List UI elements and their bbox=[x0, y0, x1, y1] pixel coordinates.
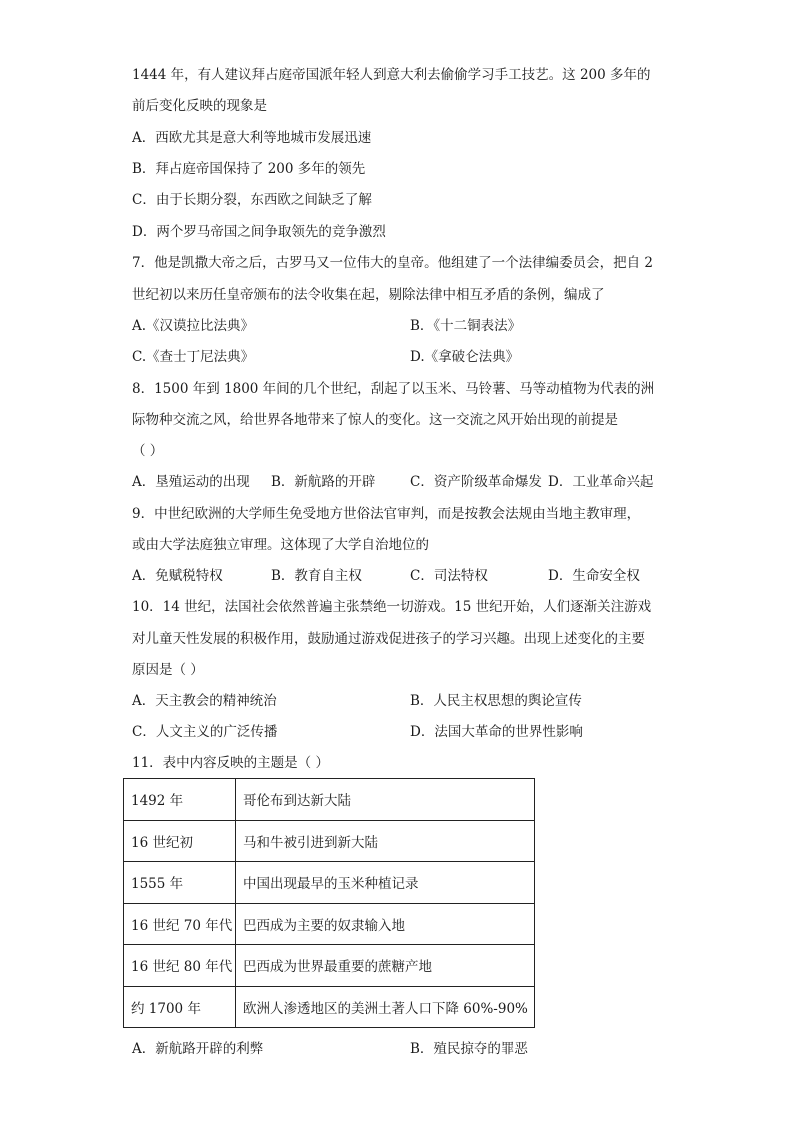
table-row bbox=[124, 903, 535, 945]
q6-option-d: D．两个罗马帝国之间争取领先的竞争激烈 bbox=[132, 224, 386, 240]
q6-option-c: C．由于长期分裂，东西欧之间缺乏了解 bbox=[132, 192, 372, 208]
q11-option-b: B．殖民掠夺的罪恶 bbox=[410, 1041, 528, 1057]
q8-option-b: B．新航路的开辟 bbox=[271, 474, 376, 490]
q10-stem-line3: 原因是（ ） bbox=[132, 662, 204, 678]
q6-option-a: A．西欧尤其是意大利等地城市发展迅速 bbox=[132, 130, 372, 146]
q8-stem-line2: 际物种交流之风，给世界各地带来了惊人的变化。这一交流之风开始出现的前提是 bbox=[132, 412, 618, 428]
q11-options-row bbox=[132, 1040, 662, 1058]
q8-option-d: D．工业革命兴起 bbox=[548, 474, 654, 490]
table-cell-event: 中国出现最早的玉米种植记录 bbox=[236, 862, 535, 904]
table-cell-event: 哥伦布到达新大陆 bbox=[236, 779, 535, 821]
q9-option-b: B．教育自主权 bbox=[271, 568, 362, 584]
q10-option-c: C．人文主义的广泛传播 bbox=[132, 724, 278, 740]
table-cell-time: 约 1700 年 bbox=[124, 986, 236, 1028]
table-cell-event: 巴西成为主要的奴隶输入地 bbox=[236, 903, 535, 945]
table-cell-event: 马和牛被引进到新大陆 bbox=[236, 820, 535, 862]
q11-option-a: A．新航路开辟的利弊 bbox=[132, 1041, 264, 1057]
q7-options-row2 bbox=[132, 348, 652, 366]
q7-option-b: B．《十二铜表法》 bbox=[410, 318, 522, 334]
q6-stem-line1: 1444 年，有人建议拜占庭帝国派年轻人到意大利去偷偷学习手工技艺。这 200 多年的 bbox=[132, 67, 651, 83]
table-cell-time: 16 世纪 80 年代 bbox=[124, 945, 236, 987]
q8-option-a: A．垦殖运动的出现 bbox=[132, 474, 250, 490]
table-row bbox=[124, 862, 535, 904]
q8-stem-line3: （ ） bbox=[132, 443, 164, 459]
q9-stem-line1: 9．中世纪欧洲的大学师生免受地方世俗法官审判，而是按教会法规由当地主教审理， bbox=[132, 506, 641, 522]
q10-options-row1 bbox=[132, 692, 662, 710]
q7-option-c: C.《查士丁尼法典》 bbox=[132, 349, 255, 365]
q6-stem-line2: 前后变化反映的现象是 bbox=[132, 98, 267, 114]
q9-option-a: A．免赋税特权 bbox=[132, 568, 223, 584]
q6-option-b: B．拜占庭帝国保持了 200 多年的领先 bbox=[132, 161, 366, 177]
q7-stem-line1: 7．他是凯撒大帝之后，古罗马又一位伟大的皇帝。他组建了一个法律编委员会，把自 2 bbox=[132, 255, 653, 271]
q11-stem: 11．表中内容反映的主题是（ ） bbox=[132, 755, 329, 771]
q7-stem-line2: 世纪初以来历任皇帝颁布的法令收集在起，剔除法律中相互矛盾的条例，编成了 bbox=[132, 287, 605, 303]
q10-option-a: A．天主教会的精神统治 bbox=[132, 693, 277, 709]
q8-stem-line1: 8．1500 年到 1800 年间的几个世纪，刮起了以玉米、马铃薯、马等动植物为代表的洲 bbox=[132, 381, 655, 397]
q11-table bbox=[123, 778, 535, 1028]
table-cell-time: 16 世纪初 bbox=[124, 820, 236, 862]
table-row bbox=[124, 986, 535, 1028]
q7-options-row1 bbox=[132, 317, 652, 335]
table-cell-time: 1555 年 bbox=[124, 862, 236, 904]
q10-option-d: D．法国大革命的世界性影响 bbox=[410, 724, 583, 740]
table-row bbox=[124, 779, 535, 821]
q8-option-c: C．资产阶级革命爆发 bbox=[410, 474, 542, 490]
q10-stem-line2: 对儿童天性发展的积极作用，鼓励通过游戏促进孩子的学习兴趣。出现上述变化的主要 bbox=[132, 631, 645, 647]
q10-option-b: B．人民主权思想的舆论宣传 bbox=[410, 693, 582, 709]
table-row bbox=[124, 820, 535, 862]
table-cell-time: 1492 年 bbox=[124, 779, 236, 821]
table-row bbox=[124, 945, 535, 987]
q7-option-d: D.《拿破仑法典》 bbox=[410, 349, 520, 365]
q9-option-d: D．生命安全权 bbox=[548, 568, 640, 584]
q10-stem-line1: 10．14 世纪，法国社会依然普遍主张禁绝一切游戏。15 世纪开始，人们逐渐关注游戏 bbox=[132, 599, 652, 615]
table-cell-event: 欧洲人渗透地区的美洲土著人口下降 60%-90% bbox=[236, 986, 535, 1028]
q9-stem-line2: 或由大学法庭独立审理。这体现了大学自治地位的 bbox=[132, 537, 429, 553]
table-cell-time: 16 世纪 70 年代 bbox=[124, 903, 236, 945]
q10-options-row2 bbox=[132, 723, 662, 741]
q9-option-c: C．司法特权 bbox=[410, 568, 488, 584]
q7-option-a: A.《汉谟拉比法典》 bbox=[132, 318, 255, 334]
table-cell-event: 巴西成为世界最重要的蔗糖产地 bbox=[236, 945, 535, 987]
